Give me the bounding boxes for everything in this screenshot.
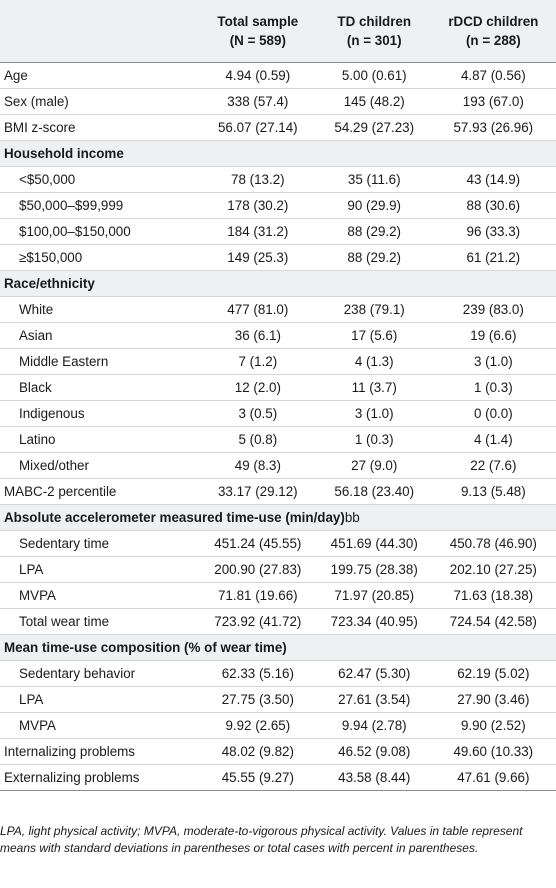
cell-rdcd-children: 62.19 (5.02) [457, 665, 530, 681]
row-label: $50,000–$99,999 [19, 197, 124, 213]
row-label: Asian [19, 327, 53, 343]
cell-total-sample: 62.33 (5.16) [221, 665, 294, 681]
cell-td-children: 27 (9.0) [351, 457, 398, 473]
section-label-suffix: bb [344, 509, 360, 525]
table-row [0, 62, 556, 88]
cell-rdcd-children: 49.60 (10.33) [453, 743, 534, 759]
cell-total-sample: 7 (1.2) [238, 353, 278, 369]
cell-rdcd-children: 47.61 (9.66) [457, 769, 530, 785]
section-row [0, 270, 556, 296]
table-row [0, 114, 556, 140]
cell-td-children: 56.18 (23.40) [334, 483, 415, 499]
header-label-column [0, 0, 198, 62]
cell-total-sample: 36 (6.1) [234, 327, 281, 343]
row-label: BMI z-score [4, 119, 76, 135]
cell-total-sample: 723.92 (41.72) [214, 613, 302, 629]
cell-total-sample: 9.92 (2.65) [225, 717, 291, 733]
cell-rdcd-children: 202.10 (27.25) [449, 561, 537, 577]
cell-rdcd-children: 4 (1.4) [473, 431, 513, 447]
row-label: Latino [19, 431, 56, 447]
cell-total-sample: 3 (0.5) [238, 405, 278, 421]
cell-rdcd-children: 0 (0.0) [473, 405, 513, 421]
section-label [0, 504, 556, 530]
cell-total-sample: 49 (8.3) [234, 457, 281, 473]
cell-rdcd-children: 9.13 (5.48) [460, 483, 526, 499]
table-row [0, 660, 556, 686]
row-label: Black [19, 379, 52, 395]
cell-td-children: 17 (5.6) [351, 327, 398, 343]
row-label: Sedentary time [19, 535, 110, 551]
cell-total-sample: 178 (30.2) [227, 197, 289, 213]
cell-td-children: 90 (29.9) [347, 197, 402, 213]
row-label: <$50,000 [19, 171, 76, 187]
cell-total-sample: 12 (2.0) [234, 379, 281, 395]
header-td-children-n: (n = 301) [346, 32, 402, 48]
cell-rdcd-children: 9.90 (2.52) [460, 717, 526, 733]
header-total-sample-n: (N = 589) [229, 32, 286, 48]
section-row [0, 140, 556, 166]
cell-td-children: 238 (79.1) [343, 301, 405, 317]
cell-td-children: 71.97 (20.85) [334, 587, 415, 603]
cell-rdcd-children: 239 (83.0) [462, 301, 524, 317]
cell-total-sample: 27.75 (3.50) [221, 691, 294, 707]
row-label: ≥$150,000 [19, 249, 83, 265]
row-label: $100,00–$150,000 [19, 223, 131, 239]
table-row [0, 738, 556, 764]
table-row [0, 530, 556, 556]
cell-td-children: 27.61 (3.54) [338, 691, 411, 707]
table-row [0, 192, 556, 218]
row-label: LPA [19, 691, 44, 707]
cell-td-children: 54.29 (27.23) [334, 119, 415, 135]
table-footnote: LPA, light physical activity; MVPA, moderate-to-vigorous physical activity. Values in table represent means with standard deviations in parentheses or total cases with percent in parentheses. [0, 824, 523, 855]
cell-total-sample: 71.81 (19.66) [217, 587, 298, 603]
section-label [0, 270, 556, 296]
row-label: Middle Eastern [19, 353, 109, 369]
table-row [0, 296, 556, 322]
section-row [0, 504, 556, 530]
header-rdcd-children-title: rDCD children [448, 13, 539, 29]
cell-td-children: 4 (1.3) [354, 353, 394, 369]
row-label: Mixed/other [19, 457, 89, 473]
table-row [0, 374, 556, 400]
row-label: MVPA [19, 587, 56, 603]
cell-rdcd-children: 19 (6.6) [470, 327, 517, 343]
cell-rdcd-children: 22 (7.6) [470, 457, 517, 473]
table-row [0, 348, 556, 374]
cell-td-children: 46.52 (9.08) [338, 743, 411, 759]
cell-td-children: 3 (1.0) [354, 405, 394, 421]
cell-td-children: 145 (48.2) [343, 93, 405, 109]
table-row [0, 452, 556, 478]
cell-total-sample: 4.94 (0.59) [225, 67, 291, 83]
section-label-text: Race/ethnicity [4, 275, 95, 291]
cell-rdcd-children: 71.63 (18.38) [453, 587, 534, 603]
row-label: Internalizing problems [4, 743, 135, 759]
header-row [0, 0, 556, 62]
header-rdcd-children [431, 0, 556, 62]
cell-rdcd-children: 96 (33.3) [466, 223, 521, 239]
cell-td-children: 43.58 (8.44) [338, 769, 411, 785]
header-total-sample-title: Total sample [217, 13, 299, 29]
section-label-text: Household income [4, 145, 124, 161]
cell-total-sample: 33.17 (29.12) [217, 483, 298, 499]
cell-td-children: 451.69 (44.30) [330, 535, 418, 551]
cell-td-children: 88 (29.2) [347, 223, 402, 239]
cell-rdcd-children: 57.93 (26.96) [453, 119, 534, 135]
table-row [0, 764, 556, 790]
cell-total-sample: 338 (57.4) [227, 93, 289, 109]
table-row [0, 426, 556, 452]
cell-rdcd-children: 724.54 (42.58) [449, 613, 537, 629]
cell-rdcd-children: 1 (0.3) [473, 379, 513, 395]
table-row [0, 582, 556, 608]
header-td-children [318, 0, 431, 62]
table-row [0, 166, 556, 192]
cell-td-children: 9.94 (2.78) [341, 717, 407, 733]
cell-total-sample: 149 (25.3) [227, 249, 289, 265]
cell-total-sample: 5 (0.8) [238, 431, 278, 447]
table-row [0, 608, 556, 634]
cell-rdcd-children: 4.87 (0.56) [460, 67, 526, 83]
row-label: Total wear time [19, 613, 110, 629]
cell-rdcd-children: 27.90 (3.46) [457, 691, 530, 707]
cell-rdcd-children: 450.78 (46.90) [449, 535, 537, 551]
cell-rdcd-children: 43 (14.9) [466, 171, 521, 187]
row-label: Indigenous [19, 405, 85, 421]
cell-td-children: 62.47 (5.30) [338, 665, 411, 681]
table-row [0, 322, 556, 348]
row-label: Externalizing problems [4, 769, 140, 785]
row-label: MABC-2 percentile [4, 483, 117, 499]
cell-rdcd-children: 193 (67.0) [462, 93, 524, 109]
section-label-text: Mean time-use composition (% of wear time) [4, 639, 287, 655]
section-label-text: Absolute accelerometer measured time-use (min/day) [4, 509, 345, 525]
section-row [0, 634, 556, 660]
table-row [0, 712, 556, 738]
cell-total-sample: 45.55 (9.27) [221, 769, 294, 785]
table-row [0, 478, 556, 504]
cell-total-sample: 200.90 (27.83) [214, 561, 302, 577]
section-label [0, 140, 556, 166]
cell-td-children: 723.34 (40.95) [330, 613, 418, 629]
row-label: White [19, 301, 54, 317]
row-label: Sedentary behavior [19, 665, 136, 681]
cell-td-children: 11 (3.7) [351, 379, 397, 395]
cell-total-sample: 184 (31.2) [227, 223, 289, 239]
cell-td-children: 88 (29.2) [347, 249, 402, 265]
cell-rdcd-children: 61 (21.2) [466, 249, 521, 265]
cell-rdcd-children: 3 (1.0) [473, 353, 513, 369]
table-row [0, 88, 556, 114]
table-row [0, 556, 556, 582]
row-label: Age [4, 67, 28, 83]
table-row [0, 218, 556, 244]
cell-total-sample: 78 (13.2) [231, 171, 285, 187]
header-td-children-title: TD children [337, 13, 412, 29]
row-label: LPA [19, 561, 44, 577]
header-total-sample [198, 0, 318, 62]
cell-rdcd-children: 88 (30.6) [466, 197, 521, 213]
cell-td-children: 35 (11.6) [347, 171, 401, 187]
header-rdcd-children-n: (n = 288) [465, 32, 521, 48]
table-row [0, 244, 556, 270]
cell-td-children: 199.75 (28.38) [330, 561, 418, 577]
table-body [0, 62, 556, 790]
table-row [0, 686, 556, 712]
cell-total-sample: 56.07 (27.14) [217, 119, 298, 135]
cell-total-sample: 48.02 (9.82) [221, 743, 294, 759]
section-label [0, 634, 556, 660]
table-header [0, 0, 556, 62]
cell-total-sample: 477 (81.0) [227, 301, 289, 317]
cell-td-children: 1 (0.3) [354, 431, 394, 447]
row-label: Sex (male) [4, 93, 69, 109]
cell-total-sample: 451.24 (45.55) [214, 535, 302, 551]
cell-td-children: 5.00 (0.61) [341, 67, 407, 83]
table-row [0, 400, 556, 426]
row-label: MVPA [19, 717, 56, 733]
